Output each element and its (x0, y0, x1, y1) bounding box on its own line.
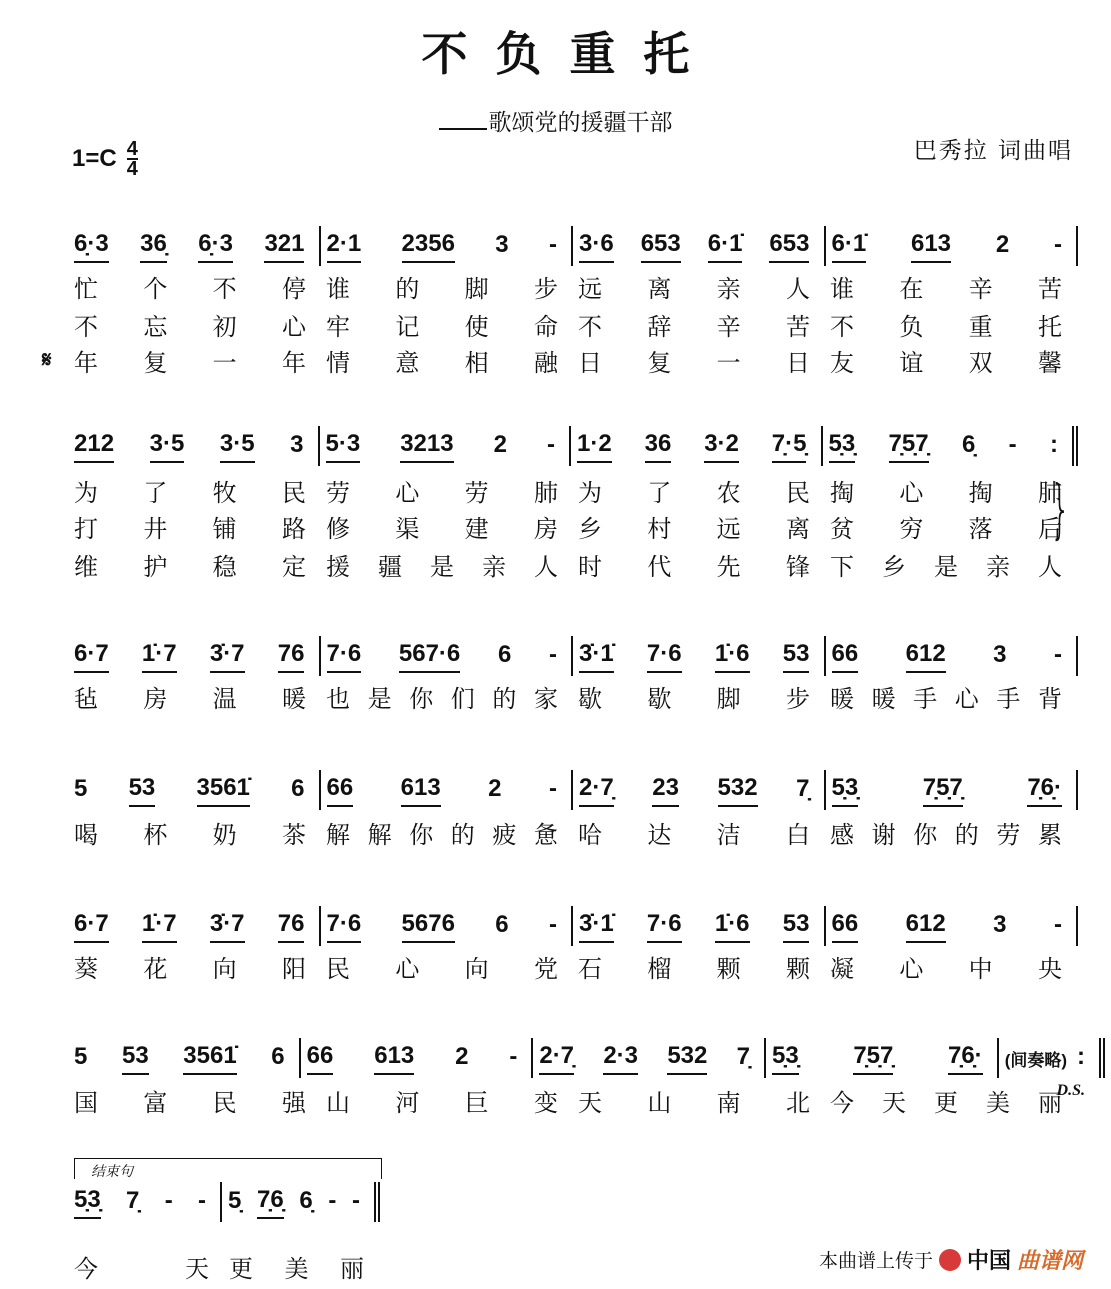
note-group: - (546, 430, 555, 458)
lyric-measure: 谁在辛苦 (830, 274, 1062, 303)
note-group: 613 (374, 1042, 414, 1075)
note-group: 2·7̣ (539, 1042, 574, 1075)
lyric-line (42, 342, 1078, 378)
note-group: 6·1̇ (832, 230, 867, 263)
site-logo-icon (939, 1249, 961, 1271)
note-group: 7̣5̣7̣ (853, 1042, 893, 1075)
note-group: 5̣3̣ (829, 430, 856, 463)
note-group: 321 (264, 230, 304, 263)
note-group: 7̣ (796, 774, 810, 802)
note-group: 7̣5̣7̣ (923, 774, 963, 807)
note-group: 6·7 (74, 910, 109, 943)
ending-label: 结束句 (91, 1164, 133, 1180)
lyric-measure: 不负重托 (830, 312, 1062, 341)
lyric-measure: 解解你的疲惫 (326, 820, 558, 849)
note-group: 653 (769, 230, 809, 263)
author-credit: 巴秀拉 词曲唱 (913, 138, 1073, 164)
ending-lyric-line (70, 1248, 380, 1284)
interlude-measure (999, 1038, 1105, 1078)
note-group: 6̣ (299, 1186, 313, 1214)
note-group: 7·6 (327, 640, 362, 673)
note-group: 3 (993, 910, 1007, 938)
notes-row (70, 1038, 1105, 1078)
measure (321, 770, 574, 810)
note-group: - (1053, 640, 1062, 668)
measure (826, 636, 1079, 676)
lyric-measure: 哈达洁白 (578, 820, 810, 849)
lyric-measure: 牢记使命 (326, 312, 558, 341)
lyric-measure: 时代先锋 (578, 552, 810, 581)
note-group: 3̇·1̇ (579, 910, 614, 943)
note-group: 7̣5̣7̣ (889, 430, 929, 463)
repeat-sign: : (1077, 1042, 1086, 1070)
lyric-measure: 凝心中央 (830, 954, 1062, 983)
measure (70, 906, 321, 946)
notes-row (70, 770, 1078, 810)
note-group: - (351, 1186, 360, 1214)
footer-text: 本曲谱上传于 (818, 1250, 933, 1272)
measure (70, 426, 320, 466)
note-group: 532 (667, 1042, 707, 1075)
time-numerator: 4 (126, 138, 138, 160)
logo-text-brand[interactable]: 曲谱网 (1016, 1249, 1083, 1274)
lyric-measure: 年复一年 (74, 348, 306, 377)
lyric-measure: 忙个不停 (74, 274, 306, 303)
subtitle-text: 歌颂党的援疆干部 (488, 110, 673, 136)
note-group: - (1008, 430, 1017, 458)
notes-row (70, 426, 1078, 466)
measure (222, 1182, 380, 1222)
measure (321, 636, 574, 676)
lyric-measure: 维护稳定 (74, 552, 306, 581)
lyric-measure: 更美丽 (229, 1254, 364, 1283)
note-group: 5̣ (228, 1186, 242, 1214)
note-group: 1̇·7 (142, 910, 177, 943)
lyric-measure: 乡村远离 (578, 514, 810, 543)
lyric-measure: 援疆是亲人 (326, 552, 558, 581)
note-group: - (1053, 230, 1062, 258)
lyric-measure: 山河巨变 (326, 1088, 558, 1117)
lyric-measure: 为了牧民 (74, 478, 306, 507)
lyric-measure: 下乡是亲人 (830, 552, 1062, 581)
lyric-line (70, 508, 1078, 544)
lyric-measure: 天山南北 (578, 1088, 810, 1117)
note-group: 5 (74, 1042, 88, 1070)
lyric-measure: 修渠建房 (326, 514, 558, 543)
note-group: - (1053, 910, 1062, 938)
score-system (70, 636, 1078, 713)
note-group: 2 (493, 430, 507, 458)
note-group: 7̣6̣ (257, 1186, 284, 1219)
lyric-measure: 打井铺路 (74, 514, 306, 543)
lyric-line (70, 948, 1078, 984)
upload-footer (819, 1244, 1083, 1275)
measure (571, 426, 823, 466)
note-group: 7̣6̣· (1027, 774, 1062, 807)
lyric-measure: 不忘初心 (74, 312, 306, 341)
lyric-measure: 暖暖手心手背 (830, 684, 1062, 713)
notes-row (70, 906, 1078, 946)
note-group: 1̇·7 (142, 640, 177, 673)
note-group: 6̣·3 (74, 230, 109, 263)
note-group: 5 (74, 774, 88, 802)
note-group: 66 (327, 774, 354, 807)
note-group: 6·7 (74, 640, 109, 673)
note-group: 36̣ (140, 230, 167, 263)
note-group: 613 (401, 774, 441, 807)
measure (826, 770, 1079, 810)
note-group: 66 (832, 910, 859, 943)
measure (70, 636, 321, 676)
note-group: - (548, 230, 557, 258)
lyric-measure: 歇歇脚步 (578, 684, 810, 713)
note-group: 567·6 (399, 640, 460, 673)
lyric-brace: } (1050, 473, 1071, 547)
measure (823, 426, 1079, 466)
lyric-line (70, 678, 1078, 714)
note-group: 5676 (402, 910, 455, 943)
measure (766, 1038, 999, 1078)
note-group: 1̇·6 (715, 910, 750, 943)
segno-icon: 𝄋 (42, 347, 52, 373)
note-group: 5̣3̣ (832, 774, 859, 807)
note-group: 3̇·7 (210, 910, 245, 943)
logo-text-cn[interactable]: 中国 (966, 1249, 1011, 1274)
time-signature (127, 140, 138, 178)
lyric-line (70, 1082, 1078, 1118)
note-group: 3·6 (579, 230, 614, 263)
measure (826, 906, 1079, 946)
lyric-measure: 毡房温暖 (74, 684, 306, 713)
lyric-measure: 葵花向阳 (74, 954, 306, 983)
note-group: 3 (290, 430, 304, 458)
time-denominator: 4 (126, 158, 138, 180)
key-label: 1=C (72, 145, 117, 172)
note-group: 3 (495, 230, 509, 258)
lyric-measure: 远离亲人 (578, 274, 810, 303)
lyric-measure: 为了农民 (578, 478, 810, 507)
note-group: 2 (455, 1042, 469, 1070)
measure (320, 426, 572, 466)
note-group: 7·6 (647, 640, 682, 673)
lyric-measure: 不辞辛苦 (578, 312, 810, 341)
lyric-measure: 民心向党 (326, 954, 558, 983)
note-group: 23 (652, 774, 679, 807)
note-group: 53 (122, 1042, 149, 1075)
note-group: 5̣3̣ (74, 1186, 101, 1219)
note-group: 53 (783, 640, 810, 673)
lyric-measure: 贫穷落后 (830, 514, 1062, 543)
measure (533, 1038, 766, 1078)
lyric-measure: 也是你们的家 (326, 684, 558, 713)
score-system (70, 426, 1078, 581)
lyric-measure: 石榴颗颗 (578, 954, 810, 983)
notes-row (70, 636, 1078, 676)
measure (70, 1182, 222, 1222)
note-group: 3 (993, 640, 1007, 668)
ending-notes-row (70, 1182, 380, 1222)
note-group: 1̇·6 (715, 640, 750, 673)
note-group: - (198, 1186, 206, 1214)
note-group: : (1049, 430, 1058, 458)
note-group: 212 (74, 430, 114, 463)
note-group: 612 (906, 910, 946, 943)
lyric-line (70, 546, 1078, 582)
note-group: - (509, 1042, 518, 1070)
lyric-measure: 喝杯奶茶 (74, 820, 306, 849)
note-group: 2 (995, 230, 1010, 258)
note-group: - (549, 640, 557, 668)
note-group: 2 (488, 774, 502, 802)
lyric-line (70, 306, 1078, 342)
note-group: 3·5 (150, 430, 185, 463)
note-group: 53 (783, 910, 810, 943)
interlude-text: (间奏略) (1004, 1050, 1068, 1070)
note-group: 66 (832, 640, 859, 673)
note-group: 7·6 (647, 910, 682, 943)
song-title: 不负重托 (421, 27, 718, 81)
note-group: 7·6 (327, 910, 362, 943)
measure (321, 906, 574, 946)
note-group: 6·1̇ (708, 230, 743, 263)
note-group: - (164, 1186, 173, 1214)
subtitle-dash (439, 128, 487, 130)
note-group: 2·7̣ (579, 774, 614, 807)
measure (573, 226, 826, 266)
measure (321, 226, 574, 266)
measure (301, 1038, 534, 1078)
measure (70, 226, 321, 266)
note-group: 3·5 (220, 430, 255, 463)
note-group: 6 (271, 1042, 285, 1070)
note-group: 3·2 (704, 430, 739, 463)
note-group: 3213 (400, 430, 453, 463)
score-system (42, 226, 1078, 377)
note-group: 6̣·3 (198, 230, 233, 263)
key-signature (72, 140, 138, 178)
ds-marking: D.S. (1056, 1082, 1085, 1099)
note-group: 6 (497, 640, 512, 668)
lyric-measure: 感谢你的劳累 (830, 820, 1062, 849)
note-group: - (548, 774, 557, 802)
note-group: 612 (906, 640, 946, 673)
note-group: 2356 (402, 230, 455, 263)
score-system (70, 906, 1078, 983)
note-group: 1·2 (577, 430, 612, 463)
score-system (70, 770, 1078, 849)
note-group: - (548, 910, 557, 938)
note-group: 36 (645, 430, 672, 463)
note-group: 76 (278, 640, 305, 673)
note-group: 66 (307, 1042, 334, 1075)
lyric-measure: 日复一日 (578, 348, 810, 377)
measure (70, 1038, 301, 1078)
note-group: 6̣ (961, 430, 976, 458)
measure (70, 770, 321, 810)
note-group: 3561̇ (197, 774, 250, 807)
lyric-measure: 掏心掏肺 (830, 478, 1062, 507)
lyric-measure: 谁的脚步 (326, 274, 558, 303)
note-group: 7̣ (126, 1186, 140, 1214)
note-group: 6 (495, 910, 509, 938)
lyric-measure: 劳心劳肺 (326, 478, 558, 507)
lyric-measure: 国富民强 (74, 1088, 306, 1117)
note-group: 5·3 (326, 430, 361, 463)
note-group: - (328, 1186, 337, 1214)
lyric-measure: 情意相融 (326, 348, 558, 377)
note-group: 76 (278, 910, 305, 943)
lyric-measure: 友谊双馨 (830, 348, 1062, 377)
measure (573, 906, 826, 946)
note-group: 53 (129, 774, 156, 807)
measure (573, 636, 826, 676)
notes-row (70, 226, 1078, 266)
note-group: 2·1 (327, 230, 362, 263)
note-group: 5̣3̣ (772, 1042, 799, 1075)
note-group: 7̣6̣· (948, 1042, 983, 1075)
note-group: 6 (291, 774, 305, 802)
lyric-line (70, 268, 1078, 304)
lyric-line (70, 814, 1078, 850)
lyric-line (70, 472, 1078, 508)
note-group: 3̇·7 (210, 640, 245, 673)
lyric-measure: 今天更美丽 (830, 1088, 1062, 1117)
note-group: 613 (911, 230, 951, 263)
note-group: 532 (718, 774, 758, 807)
measure (573, 770, 826, 810)
measure (826, 226, 1079, 266)
ending-bracket (74, 1158, 382, 1179)
note-group: 7̣·5̣ (772, 430, 807, 463)
note-group: 653 (641, 230, 681, 263)
note-group: 3̇·1̇ (579, 640, 614, 673)
note-group: 2·3 (603, 1042, 638, 1075)
lyric-measure: 今天 (74, 1254, 209, 1283)
note-group: 7̣ (736, 1042, 751, 1070)
note-group: 3561̇ (183, 1042, 236, 1075)
ending-system (70, 1182, 380, 1284)
